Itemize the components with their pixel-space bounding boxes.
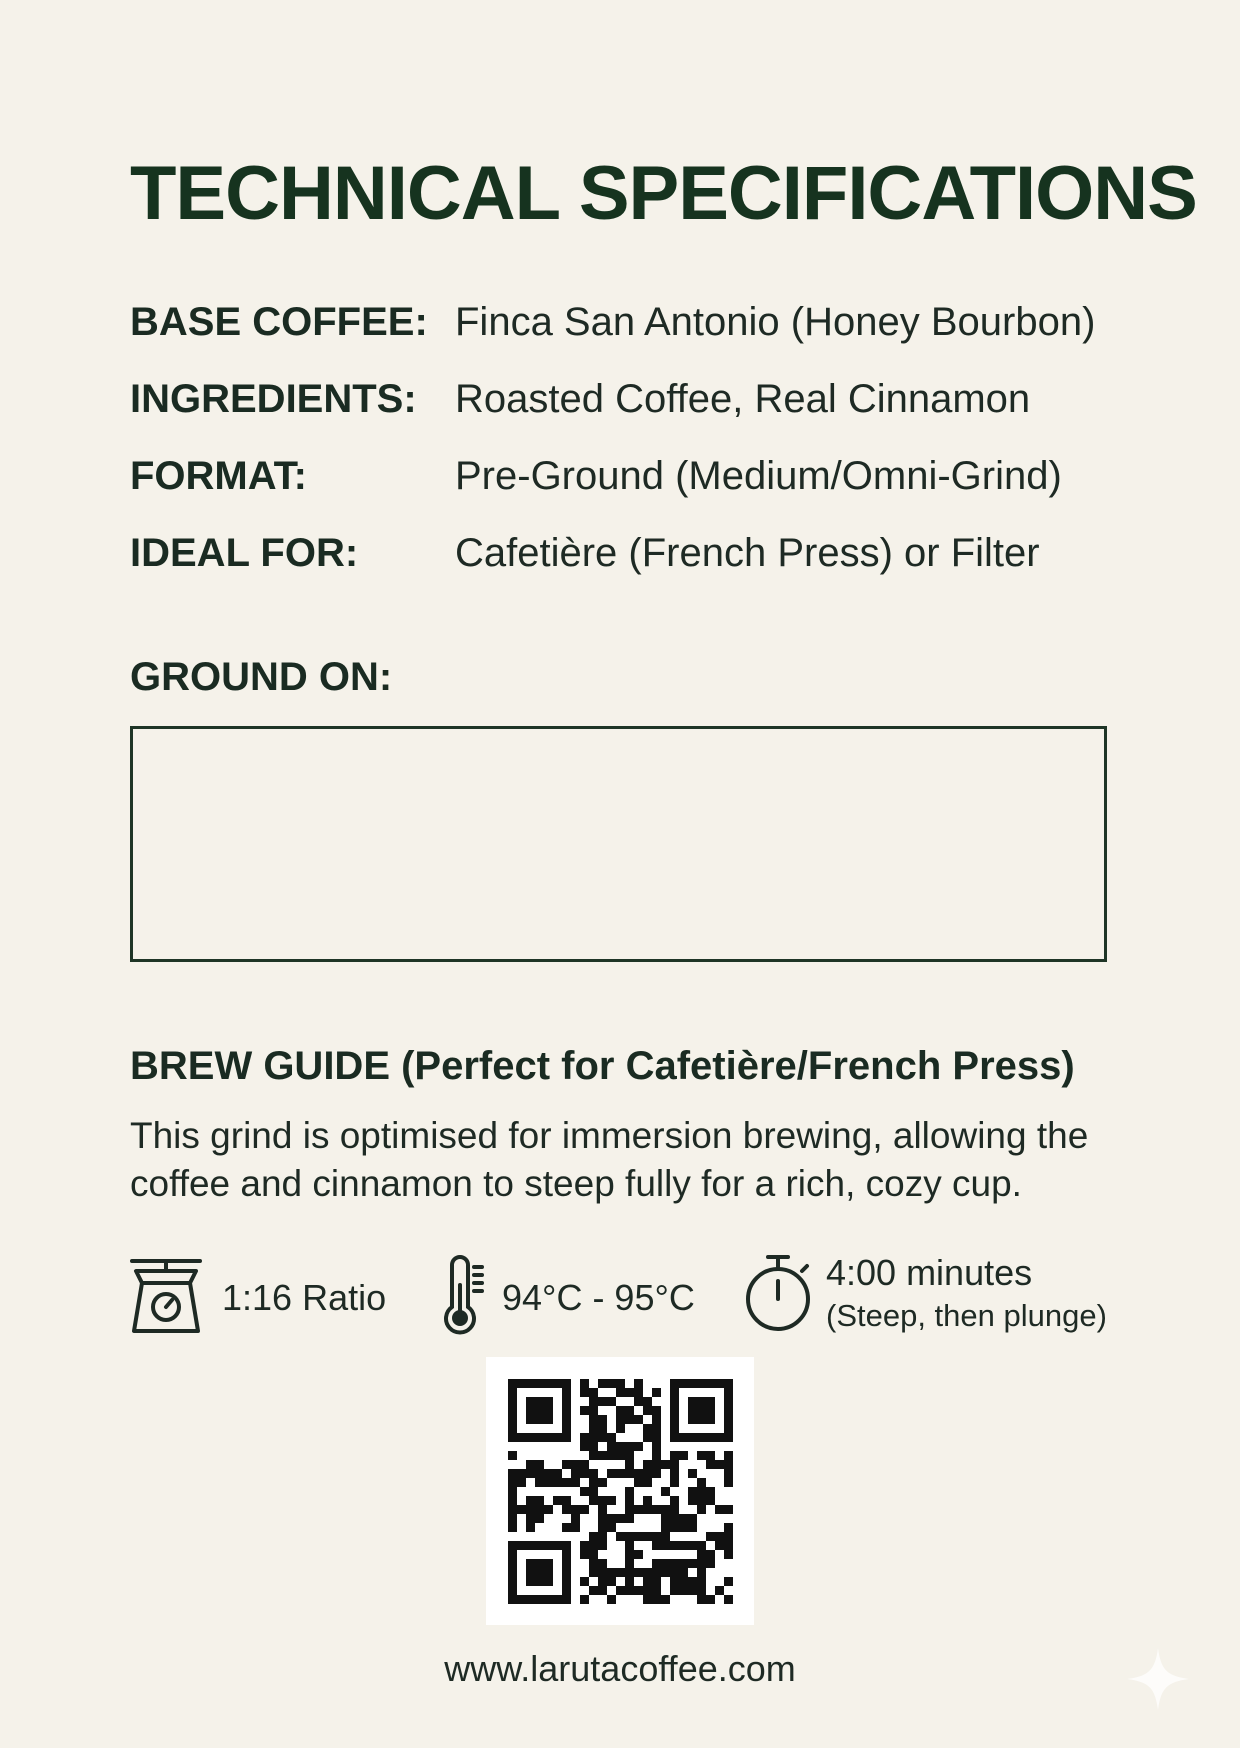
time-note: (Steep, then plunge) xyxy=(826,1297,1107,1333)
stopwatch-icon xyxy=(744,1253,812,1338)
spec-value: Finca San Antonio (Honey Bourbon) xyxy=(455,300,1096,344)
ratio-stat xyxy=(128,1255,386,1340)
thermometer-icon xyxy=(440,1255,484,1340)
temperature-stat xyxy=(440,1255,695,1340)
brew-guide-body: This grind is optimised for immersion brewing, allowing the coffee and cinnamon to steep fully for a rich, cozy cup. xyxy=(130,1115,1089,1204)
time-text: 4:00 minutes xyxy=(826,1251,1033,1293)
brew-guide-heading: BREW GUIDE (Perfect for Cafetière/French Press) xyxy=(130,1044,1075,1088)
temperature-text: 94°C - 95°C xyxy=(502,1276,695,1318)
ratio-text: 1:16 Ratio xyxy=(222,1276,387,1318)
brew-stats xyxy=(0,1251,1240,1345)
ground-on-label: GROUND ON: xyxy=(130,655,393,699)
spec-row-ideal-for xyxy=(130,531,1130,608)
spec-label: INGREDIENTS: xyxy=(130,377,417,421)
kitchen-scale-icon xyxy=(128,1255,204,1340)
sparkle-icon xyxy=(1125,1646,1191,1717)
spec-row-ingredients xyxy=(130,377,1130,454)
spec-label: IDEAL FOR: xyxy=(130,531,359,575)
time-text-group xyxy=(826,1252,1107,1334)
page-title: TECHNICAL SPECIFICATIONS xyxy=(130,151,1197,236)
spec-row-base-coffee xyxy=(130,300,1130,377)
ground-on-date-box xyxy=(130,726,1107,962)
spec-label: BASE COFFEE: xyxy=(130,300,428,344)
spec-label: FORMAT: xyxy=(130,454,307,498)
spec-row-format xyxy=(130,454,1130,531)
spec-value: Roasted Coffee, Real Cinnamon xyxy=(455,377,1031,421)
spec-value: Pre-Ground (Medium/Omni-Grind) xyxy=(455,454,1062,498)
time-stat xyxy=(744,1247,1107,1338)
website-link[interactable]: www.larutacoffee.com xyxy=(444,1648,796,1689)
qr-code[interactable] xyxy=(486,1357,754,1625)
specs-list xyxy=(130,300,1130,608)
spec-value: Cafetière (French Press) or Filter xyxy=(455,531,1040,575)
